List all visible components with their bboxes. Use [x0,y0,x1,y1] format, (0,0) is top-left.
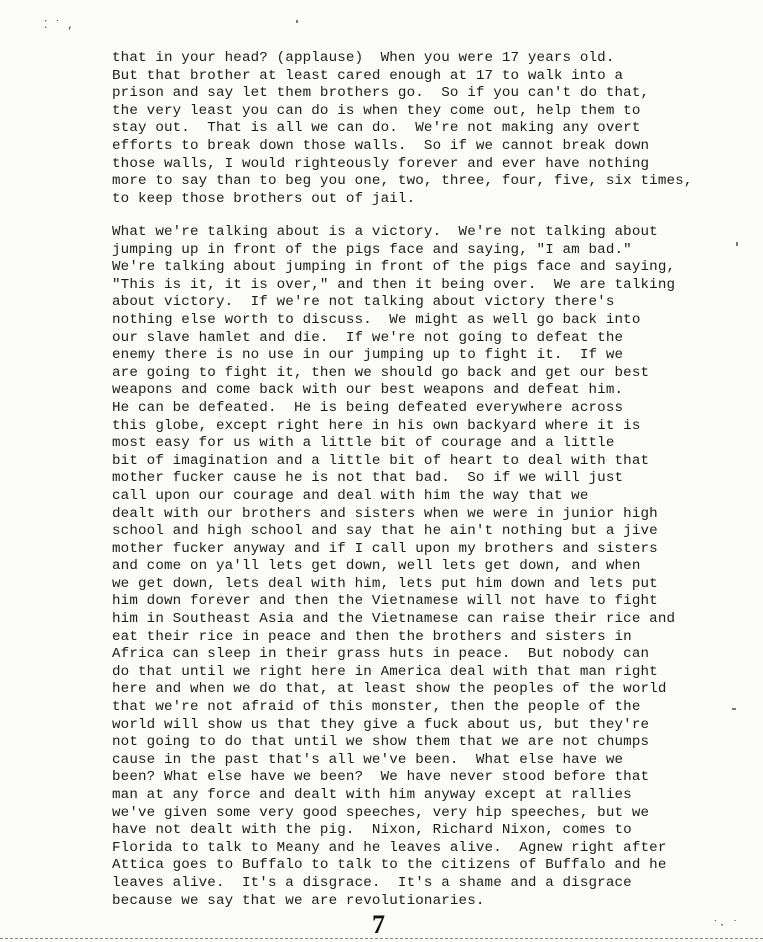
text-line: He can be defeated. He is being defeated everywhere across [112,399,624,416]
page-number: 7 [372,910,385,939]
text-line: world will show us that they give a fuck about us, but they're [112,716,650,733]
text-line: him down forever and then the Vietnamese will not have to fight [112,593,658,610]
text-line: man at any force and dealt with him anyway except at rallies [112,787,632,803]
text-line: Africa can sleep in their grass huts in peace. But nobody can [112,646,650,663]
stray-mark [296,20,298,23]
text-line: efforts to break down those walls. So if we cannot break down [112,137,650,154]
text-line: school and high school and say that he ain't nothing but a jive [112,523,658,540]
text-line: dealt with our brothers and sisters when we were in junior high [112,505,658,522]
text-line: stay out. That is all we can do. We're not making any overt [112,120,641,137]
text-line: nothing else worth to discuss. We might as well go back into [112,311,641,328]
text-line: Florida to talk to Meany and he leaves alive. Agnew right after [112,839,667,856]
text-line: been? What else have we been? We have never stood before that [112,769,650,786]
corner-mark: ˙· ˙ [712,920,739,932]
text-line: and come on ya'll lets get down, well lets get down, and when [112,558,641,575]
text-line: have not dealt with the pig. Nixon, Richard Nixon, comes to [112,822,632,839]
paragraph-1 [112,50,692,208]
text-line: those walls, I would righteously forever and ever have nothing [112,155,650,172]
text-line: we've given some very good speeches, very hip speeches, but we [112,804,650,821]
text-line: our slave hamlet and die. If we're not going to defeat the [112,329,624,346]
text-line: eat their rice in peace and then the brothers and sisters in [112,628,632,645]
text-line: Attica goes to Buffalo to talk to the citizens of Buffalo and he [112,857,667,874]
text-line: that in your head? (applause) When you were 17 years old. [112,50,615,66]
text-line: bit of imagination and a little bit of heart to deal with that [112,452,650,469]
text-line: that we're not afraid of this monster, then the people of the [112,699,641,716]
text-line: do that until we right here in America deal with that man right [112,663,658,680]
footer-rule [0,938,763,939]
text-line: we get down, lets deal with him, lets put him down and lets put [112,575,658,592]
text-line: the very least you can do is when they come out, help them to [112,102,641,119]
text-line: most easy for us with a little bit of courage and a little [112,435,615,452]
text-line: We're talking about jumping in front of the pigs face and saying, [112,259,676,276]
text-line: this globe, except right here in his own backyard where it is [112,417,641,434]
text-line: call upon our courage and deal with him the way that we [112,487,589,504]
corner-mark: ⁚ ˙ , [44,20,74,32]
stray-mark [732,708,736,710]
text-line: jumping up in front of the pigs face and saying, "I am bad." [112,241,632,258]
text-line: leaves alive. It's a disgrace. It's a shame and a disgrace [112,874,632,891]
text-line: him in Southeast Asia and the Vietnamese can raise their rice and [112,611,676,628]
text-line: here and when we do that, at least show the peoples of the world [112,681,667,698]
text-line: because we say that we are revolutionaries. [112,892,485,909]
text-line: weapons and come back with our best weapons and defeat him. [112,382,624,399]
text-line: But that brother at least cared enough at 17 to walk into a [112,67,624,84]
text-line: are going to fight it, then we should go back and get our best [112,364,650,381]
text-line: prison and say let them brothers go. So if you can't do that, [112,85,650,102]
text-line: about victory. If we're not talking about victory there's [112,294,615,311]
text-line: more to say than to beg you one, two, three, four, five, six times, [112,173,693,190]
text-line: not going to do that until we show them that we are not chumps [112,734,650,751]
paragraph-2 [112,224,675,910]
text-line: What we're talking about is a victory. We're not talking about [112,224,658,240]
text-line: "This is it, it is over," and then it being over. We are talking [112,276,676,293]
text-line: cause in the past that's all we've been. What else have we [112,751,624,768]
text-line: mother fucker anyway and if I call upon my brothers and sisters [112,540,658,557]
text-line: mother fucker cause he is not that bad. So if we will just [112,470,624,487]
text-line: enemy there is no use in our jumping up to fight it. If we [112,347,624,364]
text-line: to keep those brothers out of jail. [112,190,416,207]
stray-mark [736,242,738,246]
